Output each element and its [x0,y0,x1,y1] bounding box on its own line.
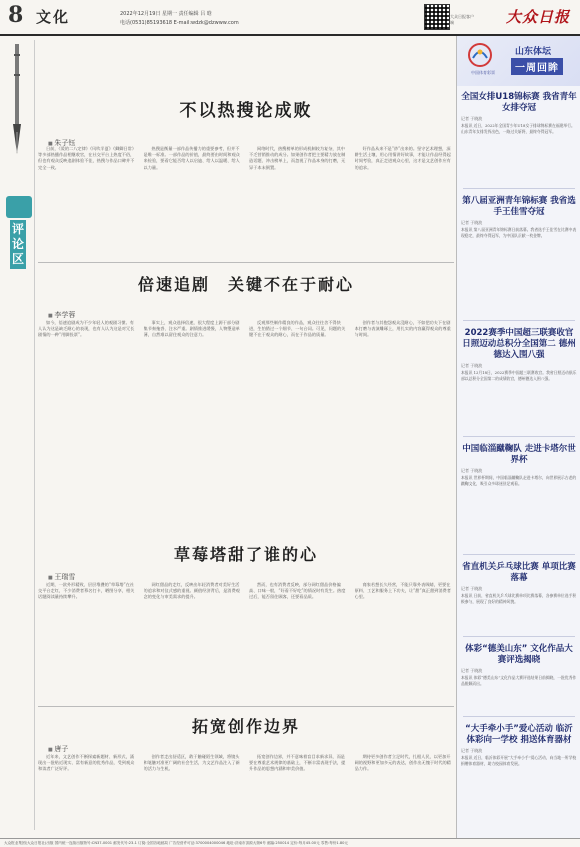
article-paragraph: 拓宽创作边界，并不意味着盲目求新求异，而是要在尊重艺术规律的基础上，不断丰富表现手法，提升作品的思想内涵和审美价值。 [249,754,346,772]
article-paragraph: 如今，倍速追剧成为不少年轻人的观剧习惯。有人认为这是缺乏耐心的表现，也有人认为这是对冗长剧情的一种“用脚投票”。 [38,320,135,338]
section-title: 文化 [36,8,71,26]
contact-meta: 电话(0531)85193618 E-mail:wdzk@dzwww.com [120,20,239,26]
news-byline: 记者 于晓波 [461,668,483,673]
news-headline: 全国女排U18锦标赛 我省青年女排夺冠 [461,92,577,113]
article-paragraph: 事实上，观众选择倍速，很大程度上源于部分剧集节奏拖沓、注水严重。剧情推进缓慢，人物塑造单薄，自然难以留住观众的注意力。 [143,320,240,338]
news-body: 本报讯 日前，省直机关乒乓球比赛单项比赛落幕，各参赛单位选手积极参与，展现了良好的精神风貌。 [461,593,577,604]
page-number: 8 [8,2,24,28]
article-divider [38,262,454,263]
article-divider [38,706,454,707]
news-byline: 记者 于晓波 [461,468,483,473]
column-rule [34,40,35,830]
news-item [461,644,577,686]
news-item [461,444,577,486]
sports-column [456,36,580,838]
masthead [0,0,580,36]
section-badge [6,196,32,218]
news-body: 本报讯 12月18日，2022赛季中国超三联赛收官。我省日照迈动俱乐部以总积分全国第二的成绩收官，德州德达入围八强。 [461,370,577,381]
news-byline: 记者 于晓波 [461,220,483,225]
news-divider [463,554,575,555]
fountain-pen-icon [10,44,24,164]
news-body: 本报讯 世界杯期间，中国临淄蹴鞠队走进卡塔尔，向世界展示古老的蹴鞠文化，吸引众多球迷驻足观看。 [461,475,577,486]
news-body: 本报讯 近日，临沂体彩开展“大手牵小手”爱心活动，向当地一所学校捐赠体育器材，助力校园体育发展。 [461,755,577,766]
news-byline: 记者 于晓波 [461,116,483,121]
sidebar-section-label: 评论区 [10,220,26,269]
banner-sponsor: 中国体育彩票 [471,70,495,75]
news-headline: “大手牵小手”爱心活动 临沂体彩向一学校 捐送体育器材 [465,724,573,745]
article-4 [38,708,454,838]
article-paragraph: 日前，《爱的二八定律》《风吹半夏》《卿卿日常》等多部热播作品相继收官，在社交平台上热度不俗，但也有观众反映追剧体验不佳，热搜与作品口碑并不完全一致。 [38,146,137,170]
issue-meta: 2022年12月19日 星期一 责任编辑 吕 晗 [120,11,212,17]
news-item [461,92,577,134]
news-divider [463,436,575,437]
article-headline: 倍速追剧 关键不在于耐心 [137,275,354,294]
article-paragraph: 好作品从来不是“炒”出来的。坚守艺术理想，深耕生活土壤，用心用情讲好故事，才能让作品经得起时间考验，真正走进观众心里，这才是文艺创作应有的追求。 [354,146,451,170]
article-author: ■ 唐子 [48,744,68,754]
article-3-body [38,562,454,702]
article-headline: 草莓塔甜了谁的心 [173,545,318,564]
article-paragraph: 期待更多创作者立足时代，扎根人民，以更加开阔的视野和更加多元的表达，创作出无愧于时代的精品力作。 [354,754,451,772]
news-divider [463,188,575,189]
news-headline: 第八届亚洲青年锦标赛 我省选手王佳雪夺冠 [462,196,576,217]
article-paragraph: 网红甜品的走红，反映出年轻消费者对美好生活的追求和对仪式感的重视。颜值经济背后，是消费观念的变化与审美需求的提升。 [143,582,240,600]
news-item [461,562,577,604]
news-headline: 体彩“德美山东” 文化作品大赛评选揭晓 [465,644,573,665]
news-item [461,724,577,766]
banner-title: 山东体坛 [515,47,552,57]
news-body: 本报讯 体彩“德美山东”文化作品大赛评选结果日前揭晓，一批优秀作品脱颖而出。 [461,675,577,686]
article-paragraph: 热搜是衡量一部作品传播力的重要参考，但并不是唯一标准。一部作品的价值，最终要由时间和观众来检验，要看它能否给人以启迪、给人以温暖、给人以力量。 [143,146,240,170]
article-body [38,146,454,246]
article-1 [38,40,454,250]
news-body: 本报讯 第八届亚洲青年锦标赛日前落幕。我省选手王佳雪在比赛中表现稳定，最终夺得冠军，为中国队贡献一枚金牌。 [461,227,577,238]
article-author: ■ 王瑞雪 [48,572,75,582]
newspaper-logo: 大众日报 [506,8,571,26]
news-divider [463,636,575,637]
article-headline: 不以热搜论成败 [179,101,313,121]
lottery-emblem-icon [467,42,493,68]
article-headline: 拓宽创作边界 [191,717,300,736]
news-divider [463,716,575,717]
banner-subtitle: 一周回眸 [511,58,563,75]
news-byline: 记者 于晓波 [461,363,483,368]
column-banner [457,36,580,86]
qr-caption: 大众日报客户端 [450,14,474,25]
news-headline: 省直机关乒乓球比赛 单项比赛落幕 [462,562,576,583]
qr-code-icon [424,4,450,30]
news-body: 本报讯 近日，2022年全国青少年U18女子排球锦标赛在福建举行。山东青年女排发挥出色，一路过关斩将，最终夺得冠军。 [461,123,575,134]
article-paragraph: 网络时代，热搜榜单的形成机制较为复杂，其中不乏营销推动的成分。如果创作者把主要精力放在制造话题、冲击榜单上，而忽视了作品本身的打磨，无异于本末倒置。 [249,146,346,170]
article-paragraph: 近期，一款外形精致、层层堆叠的“草莓塔”在社交平台走红，不少消费者慕名打卡，晒图分享，相关话题阅读量持续攀升。 [38,582,135,600]
article-body [38,320,454,420]
news-headline: 2022赛季中国超三联赛收官 日照迈动总积分全国第二 德州德达入围八强 [462,328,576,360]
news-item [461,196,577,238]
article-paragraph: 商家若想长久经营，不能只靠外表吸睛，更要在原料、工艺和服务上下功夫，让“甜”真正甜到消费者心里。 [354,582,451,600]
article-paragraph: 创作者走出舒适区，敢于触碰陌生领域，将镜头和笔触对准更广阔的社会生活，为文艺作品注入了新的活力与生机。 [143,754,240,772]
article-author: ■ 朱子钰 [48,138,75,148]
news-byline: 记者 于晓波 [461,586,483,591]
article-body [38,582,454,692]
news-byline: 记者 于晓波 [461,748,483,753]
article-paragraph: 创作者与其抱怨观众没耐心，不如把功夫下在剧本打磨与表演雕琢上，用扎实的内容赢得观众的尊重与时间。 [354,320,451,338]
article-paragraph: 近年来，文艺创作不断探索新题材、新形式，涌现出一批贴近现实、富有新意的优秀作品，受到观众和读者广泛好评。 [38,754,135,772]
news-item [461,328,577,381]
article-paragraph: 然而，也有消费者反映，部分网红甜品价格偏高、口味一般，“好看不好吃”的情况时有发生。热度过后，能否留住顾客，还要看品质。 [249,582,346,600]
news-headline: 中国临淄蹴鞠队 走进卡塔尔世界杯 [462,444,576,465]
news-divider [463,320,575,321]
article-author: ■ 李学蓉 [48,310,75,320]
publisher-footer: 大众报业集团(大众日报社)出版 国内统一连续出版物号:CN37-0001 邮发代号:23-1 订阅:全国各地邮局 广告经营许可证:3700004000046 地址:济南市泺源大街6号 邮编:250014 定价:每月45.00元 零售:每份1.80元 [0,838,580,847]
article-paragraph: 反观那些制作精良的作品，观众往往舍不得快进，生怕错过一个细节、一句台词。可见，问题的关键不在于观众的耐心，而在于作品的质量。 [249,320,346,338]
article-body [38,754,454,836]
